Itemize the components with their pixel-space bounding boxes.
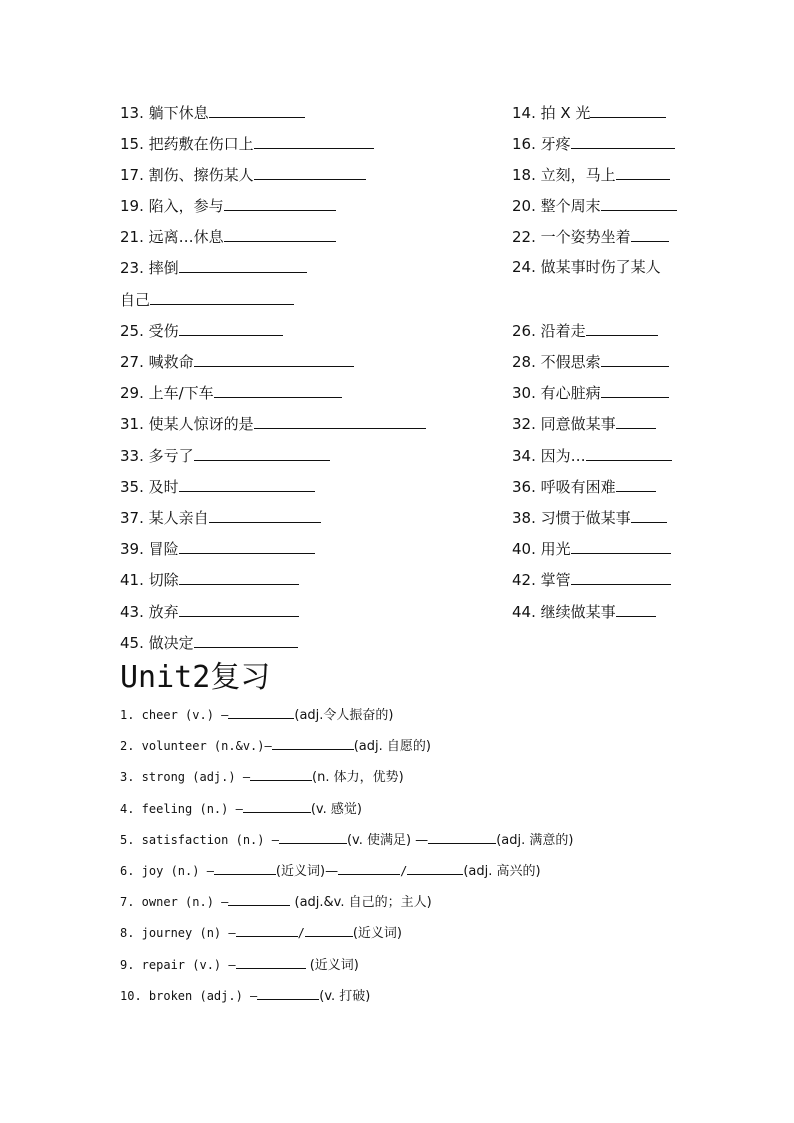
vocab-row: [120, 922, 402, 944]
answer-blank[interactable]: [631, 505, 667, 523]
answer-blank[interactable]: [616, 474, 656, 492]
vocab-hint: (近义词): [305, 958, 359, 973]
phrase-row: [120, 349, 674, 373]
phrase-row: [120, 536, 674, 560]
answer-blank[interactable]: [236, 955, 306, 969]
vocab-separator: /: [297, 926, 305, 940]
phrase-prompt: 19. 陷入，参与: [120, 197, 224, 215]
vocab-row: [120, 798, 362, 820]
answer-blank[interactable]: [194, 349, 354, 367]
phrase-prompt: 32. 同意做某事: [512, 415, 616, 433]
vocab-hint: (v. 感觉): [310, 802, 362, 817]
answer-blank[interactable]: [601, 193, 677, 211]
answer-blank[interactable]: [236, 923, 298, 937]
answer-blank[interactable]: [616, 599, 656, 617]
phrase-prompt: 42. 掌管: [512, 571, 571, 589]
answer-blank[interactable]: [272, 736, 354, 750]
vocab-hint: (adj.令人振奋的): [294, 708, 394, 723]
phrase-prompt: 45. 做决定: [120, 634, 194, 652]
phrase-prompt: 44. 继续做某事: [512, 603, 616, 621]
vocab-prompt: 4. feeling (n.) —: [120, 802, 243, 816]
answer-blank[interactable]: [338, 861, 400, 875]
answer-blank[interactable]: [407, 861, 463, 875]
vocab-prompt: 1. cheer (v.) —: [120, 708, 229, 722]
vocab-prompt: 8. journey (n) —: [120, 926, 236, 940]
phrase-row: [120, 318, 674, 342]
answer-blank[interactable]: [257, 986, 319, 1000]
answer-blank[interactable]: [194, 630, 298, 648]
answer-blank[interactable]: [254, 162, 366, 180]
phrase-prompt: 23. 摔倒: [120, 259, 179, 277]
section-heading: [120, 656, 270, 700]
phrase-prompt: 16. 牙疼: [512, 135, 571, 153]
vocab-prompt: 9. repair (v.) —: [120, 958, 236, 972]
answer-blank[interactable]: [194, 443, 330, 461]
vocab-hint: (近义词)—: [275, 864, 339, 879]
phrase-row: [120, 630, 674, 654]
answer-blank[interactable]: [179, 318, 283, 336]
phrase-prompt: 14. 拍 X 光: [512, 104, 591, 122]
phrase-prompt: 24. 做某事时伤了某人: [512, 258, 661, 276]
answer-blank[interactable]: [428, 830, 496, 844]
vocab-row: [120, 829, 573, 851]
vocab-prompt: 3. strong (adj.) —: [120, 770, 251, 784]
phrase-row: [120, 599, 674, 623]
phrase-row: [120, 380, 674, 404]
vocab-row: [120, 766, 404, 788]
answer-blank[interactable]: [214, 861, 276, 875]
phrase-prompt: 26. 沿着走: [512, 322, 586, 340]
vocab-row: [120, 735, 431, 757]
vocab-hint: (v. 打破): [319, 989, 371, 1004]
phrase-prompt: 22. 一个姿势坐着: [512, 228, 631, 246]
answer-blank[interactable]: [279, 830, 347, 844]
answer-blank[interactable]: [243, 799, 311, 813]
phrase-row: [120, 255, 674, 279]
answer-blank[interactable]: [228, 705, 294, 719]
phrase-prompt: 13. 躺下休息: [120, 104, 209, 122]
phrase-row: [120, 162, 674, 186]
phrase-row: [120, 443, 674, 467]
answer-blank[interactable]: [571, 131, 675, 149]
answer-blank[interactable]: [179, 474, 315, 492]
phrase-prompt: 43. 放弃: [120, 603, 179, 621]
phrase-prompt: 31. 使某人惊讶的是: [120, 415, 254, 433]
section-heading-latin: Unit2: [120, 660, 211, 695]
answer-blank[interactable]: [590, 100, 666, 118]
vocab-hint: (v. 使满足) —: [346, 833, 429, 848]
phrase-prompt: 20. 整个周末: [512, 197, 601, 215]
vocab-row: [120, 891, 432, 913]
phrase-prompt: 28. 不假思索: [512, 353, 601, 371]
phrase-prompt: 36. 呼吸有困难: [512, 478, 616, 496]
phrase-prompt: 37. 某人亲自: [120, 509, 209, 527]
answer-blank[interactable]: [209, 505, 321, 523]
phrase-prompt: 17. 割伤、擦伤某人: [120, 166, 254, 184]
phrase-prompt: 15. 把药敷在伤口上: [120, 135, 254, 153]
answer-blank[interactable]: [209, 100, 305, 118]
phrase-prompt: 39. 冒险: [120, 540, 179, 558]
phrase-prompt: 29. 上车/下车: [120, 384, 214, 402]
answer-blank[interactable]: [586, 318, 658, 336]
vocab-row: [120, 985, 370, 1007]
phrase-row: [120, 193, 674, 217]
phrase-row: [120, 567, 674, 591]
answer-blank[interactable]: [571, 536, 671, 554]
answer-blank[interactable]: [228, 892, 290, 906]
phrase-prompt: 30. 有心脏病: [512, 384, 601, 402]
answer-blank[interactable]: [616, 162, 670, 180]
phrase-row: [120, 411, 674, 435]
vocab-row: [120, 704, 393, 726]
answer-blank[interactable]: [254, 411, 426, 429]
answer-blank[interactable]: [179, 567, 299, 585]
answer-blank[interactable]: [250, 767, 312, 781]
phrase-prompt: 18. 立刻，马上: [512, 166, 616, 184]
phrase-row: [120, 131, 674, 155]
answer-blank[interactable]: [150, 287, 294, 305]
phrase-prompt: 40. 用光: [512, 540, 571, 558]
answer-blank[interactable]: [601, 349, 669, 367]
answer-blank[interactable]: [616, 411, 656, 429]
phrase-prompt: 34. 因为…: [512, 447, 586, 465]
answer-blank[interactable]: [571, 567, 671, 585]
vocab-prompt: 5. satisfaction (n.) —: [120, 833, 279, 847]
phrase-prompt: 27. 喊救命: [120, 353, 194, 371]
answer-blank[interactable]: [224, 193, 336, 211]
vocab-hint: (adj.&v. 自己的；主人): [290, 895, 432, 910]
answer-blank[interactable]: [179, 255, 307, 273]
vocab-separator: /: [400, 864, 408, 878]
vocab-hint: (adj. 自愿的): [353, 739, 431, 754]
answer-blank[interactable]: [224, 224, 336, 242]
section-heading-cn: 复习: [210, 660, 271, 695]
answer-blank[interactable]: [179, 599, 299, 617]
phrase-row: [120, 224, 674, 248]
phrase-prompt: 33. 多亏了: [120, 447, 194, 465]
phrase-prompt: 35. 及时: [120, 478, 179, 496]
phrase-prompt: 自己: [120, 291, 151, 309]
answer-blank[interactable]: [601, 380, 669, 398]
phrase-row: [120, 474, 674, 498]
vocab-hint: (adj. 满意的): [496, 833, 574, 848]
vocab-prompt: 7. owner (n.) —: [120, 895, 229, 909]
answer-blank[interactable]: [214, 380, 342, 398]
vocab-hint: (n. 体力，优势): [312, 770, 404, 785]
vocab-row: [120, 954, 359, 976]
phrase-prompt: 38. 习惯于做某事: [512, 509, 631, 527]
phrase-prompt: 21. 远离…休息: [120, 228, 224, 246]
answer-blank[interactable]: [305, 923, 353, 937]
phrase-row-continued: [120, 287, 674, 311]
vocab-prompt: 2. volunteer (n.&v.)—: [120, 739, 272, 753]
answer-blank[interactable]: [586, 443, 672, 461]
vocab-prompt: 6. joy (n.) —: [120, 864, 214, 878]
phrase-row: [120, 100, 674, 124]
answer-blank[interactable]: [254, 131, 374, 149]
phrase-prompt: 41. 切除: [120, 571, 179, 589]
phrase-row: [120, 505, 674, 529]
phrase-prompt: 25. 受伤: [120, 322, 179, 340]
vocab-hint: (adj. 高兴的): [463, 864, 541, 879]
answer-blank[interactable]: [631, 224, 669, 242]
answer-blank[interactable]: [179, 536, 315, 554]
vocab-prompt: 10. broken (adj.) —: [120, 989, 258, 1003]
vocab-hint: (近义词): [352, 926, 402, 941]
vocab-row: [120, 860, 541, 882]
